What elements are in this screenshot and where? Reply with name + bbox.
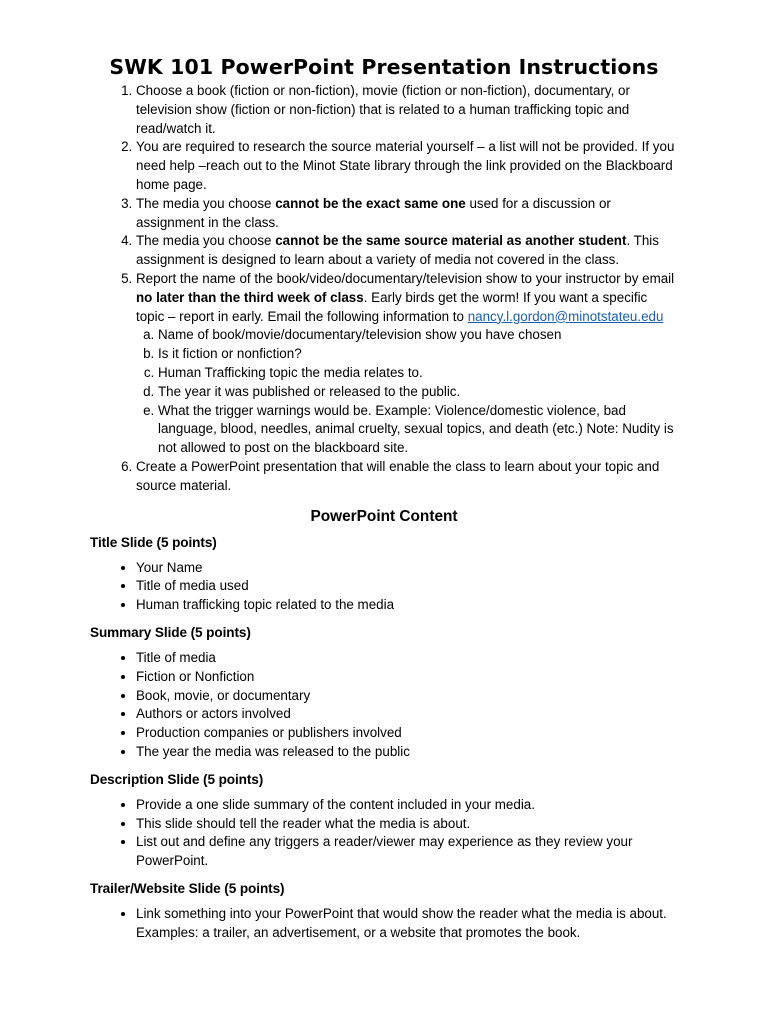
description-slide-section <box>90 771 678 871</box>
instruction-item-3 <box>136 195 678 233</box>
instruction-4-text-end: . This assignment is designed to learn about a variety of media not covered in the class. <box>136 233 659 268</box>
title-slide-heading: Title Slide (5 points) <box>90 534 217 550</box>
bullet-item: • Title of media used <box>136 577 678 596</box>
powerpoint-content-heading: PowerPoint Content <box>310 507 458 525</box>
email-info-item: d. The year it was published or released to the public. <box>158 383 678 402</box>
summary-slide-heading: Summary Slide (5 points) <box>90 624 251 640</box>
instruction-item-6 <box>136 458 678 496</box>
bullet-item: • This slide should tell the reader what the media is about. <box>136 815 678 834</box>
summary-slide-bullets <box>90 649 678 762</box>
instruction-5-text-start: Report the name of the book/video/documentary/television show to your instructor by email <box>136 270 675 286</box>
bullet-item: • Authors or actors involved <box>136 705 678 724</box>
instruction-4-emphasis: cannot be the same source material as another student <box>275 233 627 249</box>
title-slide-section <box>90 534 678 615</box>
email-info-list <box>136 326 678 458</box>
email-info-item: b. Is it fiction or nonfiction? <box>158 345 678 364</box>
bullet-item: • Production companies or publishers involved <box>136 724 678 743</box>
document-title: SWK 101 PowerPoint Presentation Instructions <box>109 55 659 79</box>
bullet-item: • Title of media <box>136 649 678 668</box>
bullet-item: • Your Name <box>136 559 678 578</box>
bullet-item: • Link something into your PowerPoint that would show the reader what the media is about. Examples: a trailer, an advertisement, or a website that promotes the book. <box>136 905 678 943</box>
title-slide-bullets <box>90 559 678 615</box>
instruction-1-text: Choose a book (fiction or non-fiction), movie (fiction or non-fiction), documentary, or television show (fiction or non-fiction) that is related to a human trafficking topic and read/watch it. <box>136 83 630 136</box>
instruction-6-text: Create a PowerPoint presentation that will enable the class to learn about your topic and source material. <box>136 458 660 493</box>
instruction-4-text-start: The media you choose <box>136 233 276 249</box>
email-info-item: c. Human Trafficking topic the media relates to. <box>158 364 678 383</box>
trailer-website-slide-section <box>90 880 678 943</box>
bullet-item: • The year the media was released to the public <box>136 743 678 762</box>
bullet-item: • List out and define any triggers a reader/viewer may experience as they review your PowerPoint. <box>136 833 678 871</box>
instruction-5-emphasis: no later than the third week of class <box>136 289 364 305</box>
trailer-website-slide-bullets <box>90 905 678 943</box>
instruction-3-text-start: The media you choose <box>136 195 276 211</box>
bullet-item: • Fiction or Nonfiction <box>136 668 678 687</box>
instruction-item-2 <box>136 138 678 194</box>
instructions-list <box>90 82 678 496</box>
instruction-2-text: You are required to research the source material yourself – a list will not be provided. If you need help –reach out to the Minot State library through the link provided on the Blackboard home page. <box>136 139 675 192</box>
summary-slide-section <box>90 624 678 762</box>
email-info-item: e. What the trigger warnings would be. Example: Violence/domestic violence, bad language, blood, needles, animal cruelty, sexual topics, and death (etc.) Note: Nudity is not allowed to post on the blackboard site. <box>158 402 678 458</box>
description-slide-heading: Description Slide (5 points) <box>90 771 264 787</box>
instruction-item-1 <box>136 82 678 138</box>
instruction-3-emphasis: cannot be the exact same one <box>275 195 466 211</box>
bullet-item: • Book, movie, or documentary <box>136 687 678 706</box>
instructor-email-link[interactable]: nancy.l.gordon@minotstateu.edu <box>467 308 664 324</box>
description-slide-bullets <box>90 796 678 871</box>
instruction-item-5 <box>136 270 678 458</box>
trailer-website-slide-heading: Trailer/Website Slide (5 points) <box>90 880 285 896</box>
bullet-item: • Provide a one slide summary of the content included in your media. <box>136 796 678 815</box>
instruction-5-text-end: . Early birds get the worm! If you want a specific topic – report in early. Email the following information to <box>136 289 648 324</box>
email-info-item: a. Name of book/movie/documentary/television show you have chosen <box>158 326 678 345</box>
instruction-item-4 <box>136 232 678 270</box>
instruction-3-text-end: used for a discussion or assignment in the class. <box>136 195 611 230</box>
bullet-item: • Human trafficking topic related to the media <box>136 596 678 615</box>
